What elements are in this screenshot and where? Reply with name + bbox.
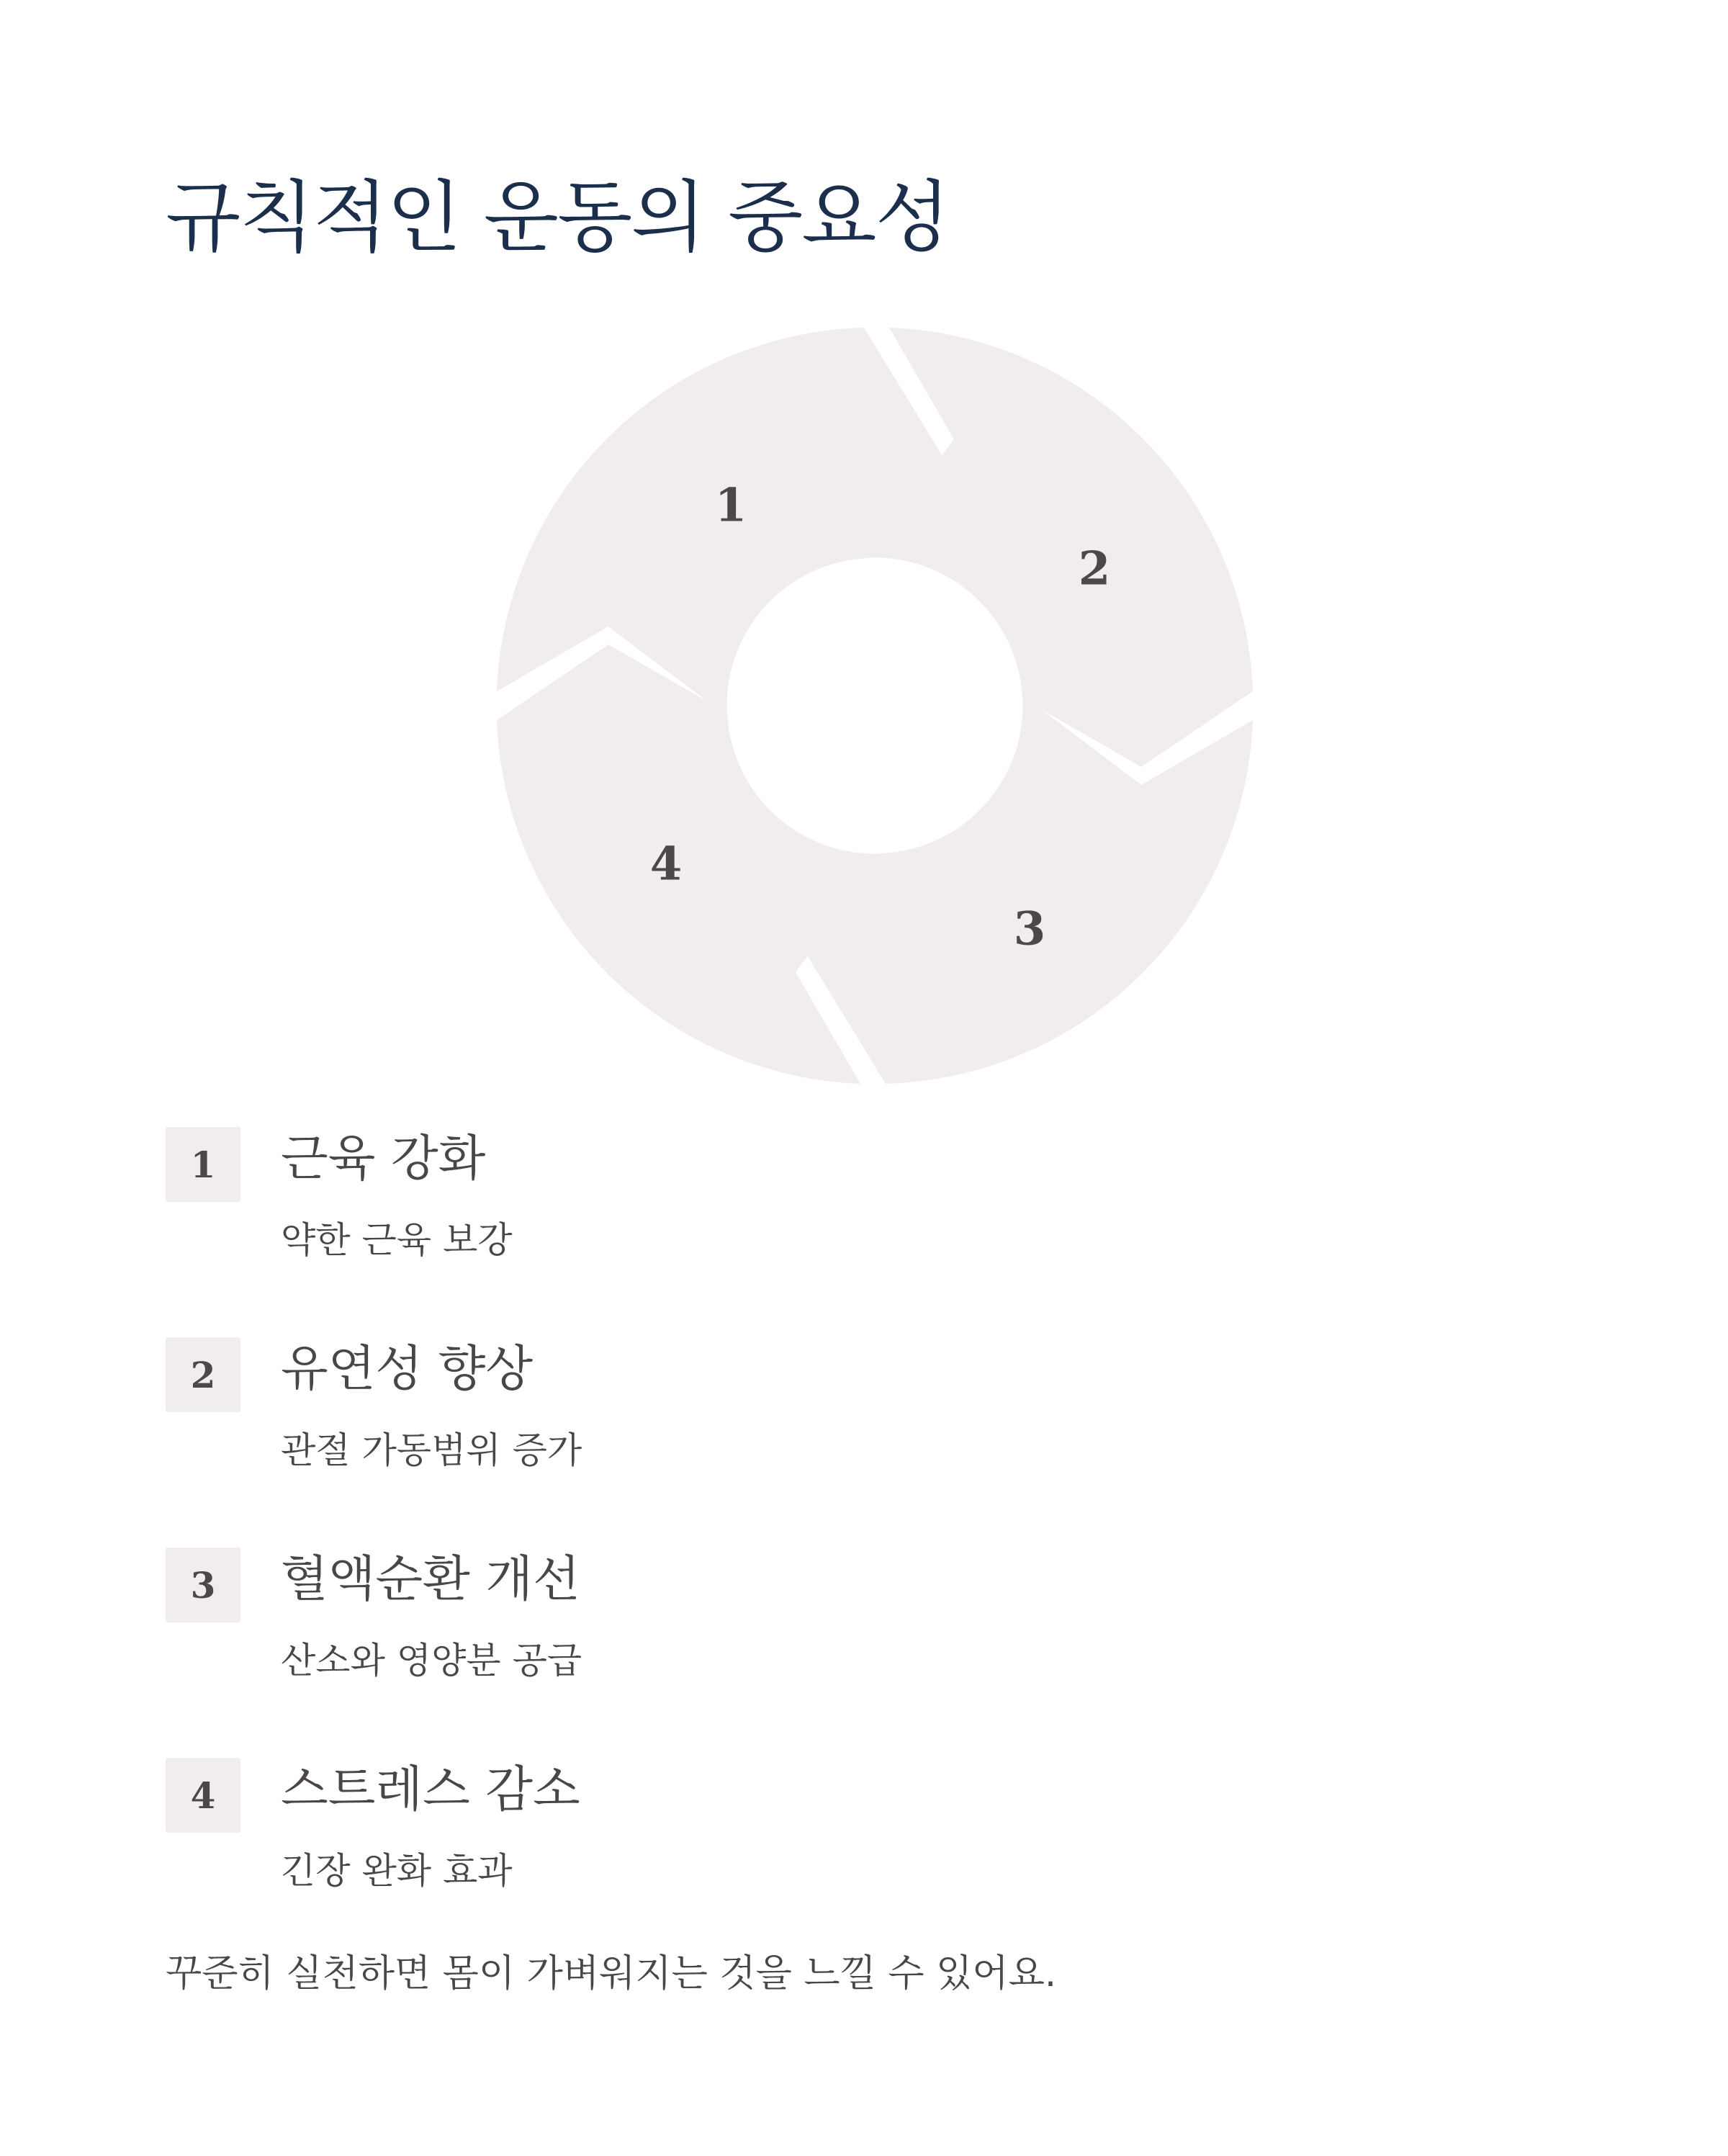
- segment-label-4: 4: [649, 837, 683, 891]
- cycle-segment-3: [806, 695, 1253, 1084]
- item-title: 유연성 향상: [281, 1341, 534, 1398]
- segment-label-1: 1: [714, 478, 747, 533]
- item-description: 관절 가동범위 증가: [281, 1429, 582, 1471]
- legend-item: [166, 1337, 1534, 1548]
- segment-label-2: 2: [1078, 542, 1111, 596]
- item-description: 약한 근육 보강: [281, 1219, 513, 1261]
- item-title: 스트레스 감소: [281, 1761, 580, 1818]
- segment-label-3: 3: [1013, 902, 1046, 956]
- cycle-segment-2: [864, 328, 1253, 767]
- number-badge: 2: [166, 1337, 240, 1412]
- item-title: 혈액순환 개선: [281, 1551, 580, 1608]
- number-badge: 4: [166, 1758, 240, 1833]
- legend-item: [166, 1127, 1534, 1337]
- footer-note: 꾸준히 실천하면 몸이 가벼워지는 것을 느낄 수 있어요.: [166, 1952, 1057, 1995]
- legend-item: [166, 1548, 1534, 1758]
- item-description: 산소와 영양분 공급: [281, 1640, 582, 1681]
- cycle-diagram: [497, 328, 1253, 1084]
- number-badge: 3: [166, 1548, 240, 1622]
- item-title: 근육 강화: [281, 1131, 486, 1187]
- number-badge: 1: [166, 1127, 240, 1202]
- item-description: 긴장 완화 효과: [281, 1850, 513, 1892]
- page-title: 규칙적인 운동의 중요성: [166, 173, 949, 263]
- cycle-segment-4: [497, 644, 886, 1084]
- legend-item: [166, 1758, 1534, 1968]
- legend-list: [166, 1127, 1534, 1968]
